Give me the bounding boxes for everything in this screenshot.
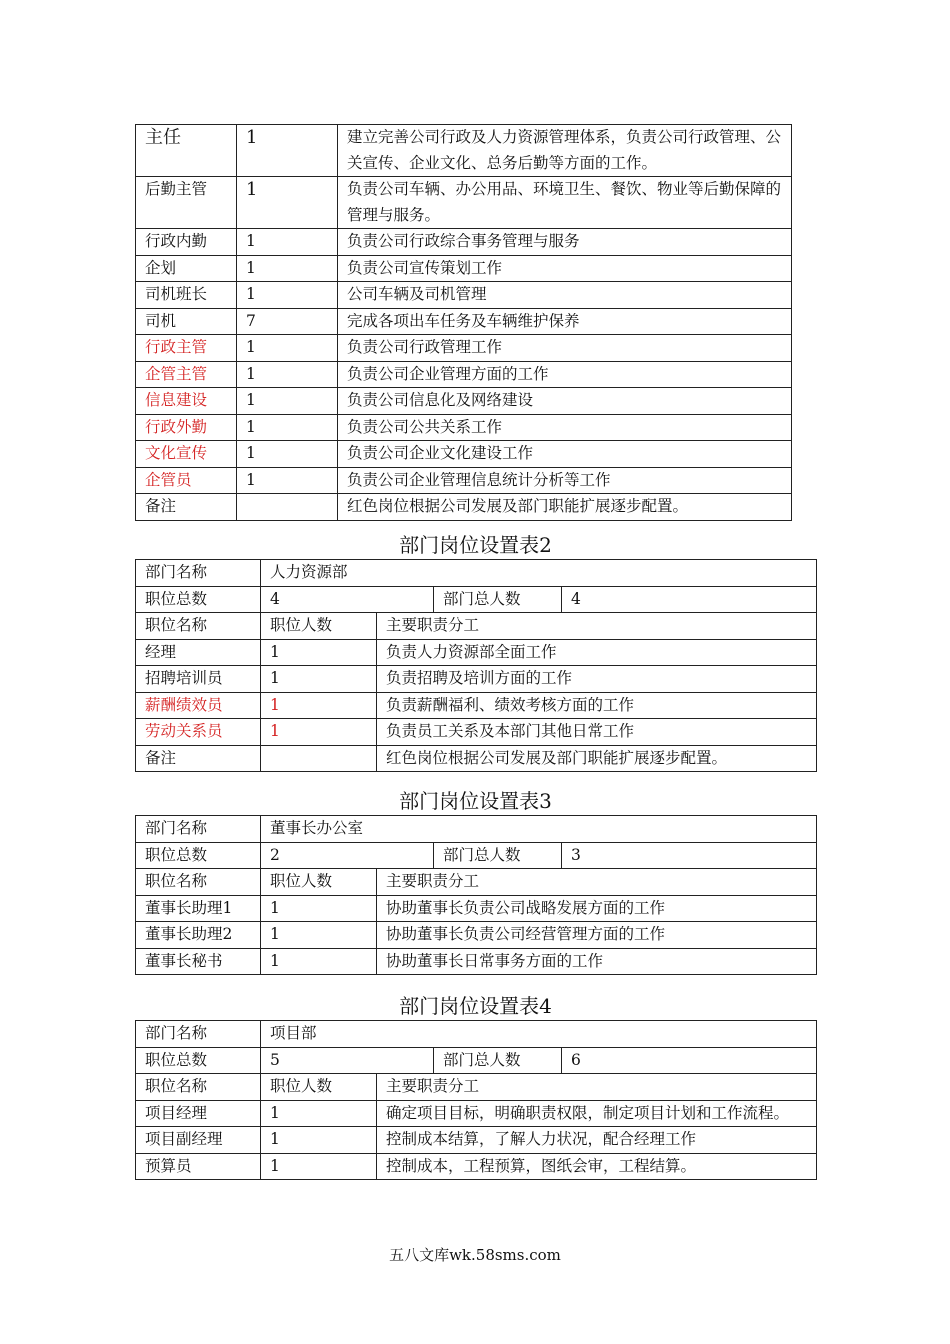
position-count: 1 <box>237 177 338 229</box>
dept-label: 部门名称 <box>136 1021 261 1048</box>
position-desc: 确定项目目标，明确职责权限，制定项目计划和工作流程。 <box>377 1100 817 1127</box>
table-row <box>136 692 817 719</box>
table-row <box>136 639 817 666</box>
position-desc: 协助董事长日常事务方面的工作 <box>377 948 817 975</box>
footer-watermark: 五八文库wk.58sms.com <box>389 1246 561 1264</box>
position-count: 1 <box>261 948 377 975</box>
position-count: 1 <box>237 229 338 256</box>
table-title: 部门岗位设置表2 <box>399 533 552 557</box>
col-header-title: 职位名称 <box>136 1074 261 1101</box>
position-desc: 负责公司行政综合事务管理与服务 <box>338 229 792 256</box>
table-row <box>136 282 792 309</box>
position-desc: 负责薪酬福利、绩效考核方面的工作 <box>377 692 817 719</box>
col-header-count: 职位人数 <box>261 1074 377 1101</box>
table-header-row <box>136 869 817 896</box>
table-row <box>136 666 817 693</box>
table-row <box>136 1127 817 1154</box>
table-row <box>136 1100 817 1127</box>
table-row <box>136 586 817 613</box>
position-count: 1 <box>261 639 377 666</box>
position-table-2 <box>135 559 817 772</box>
position-desc: 协助董事长负责公司战略发展方面的工作 <box>377 895 817 922</box>
position-title: 项目经理 <box>136 1100 261 1127</box>
position-title: 薪酬绩效员 <box>136 692 261 719</box>
table-row <box>136 255 792 282</box>
position-desc: 负责公司宣传策划工作 <box>338 255 792 282</box>
table-row <box>136 948 817 975</box>
total-people: 6 <box>562 1047 817 1074</box>
position-count: 1 <box>261 1127 377 1154</box>
position-title: 司机班长 <box>136 282 237 309</box>
position-title: 信息建设 <box>136 388 237 415</box>
position-title: 董事长秘书 <box>136 948 261 975</box>
dept-name: 项目部 <box>261 1021 817 1048</box>
table-header-row <box>136 1074 817 1101</box>
position-count <box>261 745 377 772</box>
position-title: 备注 <box>136 745 261 772</box>
position-title: 文化宣传 <box>136 441 237 468</box>
position-desc: 完成各项出车任务及车辆维护保养 <box>338 308 792 335</box>
col-header-desc: 主要职责分工 <box>377 869 817 896</box>
col-header-count: 职位人数 <box>261 613 377 640</box>
position-desc: 负责公司公共关系工作 <box>338 414 792 441</box>
table-row <box>136 467 792 494</box>
position-title: 行政外勤 <box>136 414 237 441</box>
position-desc: 建立完善公司行政及人力资源管理体系，负责公司行政管理、公关宣传、企业文化、总务后勤等方面的工作。 <box>338 125 792 177</box>
position-title: 项目副经理 <box>136 1127 261 1154</box>
position-desc: 控制成本，工程预算，图纸会审，工程结算。 <box>377 1153 817 1180</box>
total-positions: 5 <box>261 1047 434 1074</box>
table-row <box>136 494 792 521</box>
table-row <box>136 125 792 177</box>
position-table-1 <box>135 124 792 521</box>
table-row <box>136 816 817 843</box>
total-people: 4 <box>562 586 817 613</box>
table-row <box>136 308 792 335</box>
position-title: 企管员 <box>136 467 237 494</box>
table-row <box>136 1153 817 1180</box>
table-row <box>136 1021 817 1048</box>
position-title: 企管主管 <box>136 361 237 388</box>
total-positions: 4 <box>261 586 434 613</box>
position-desc: 协助董事长负责公司经营管理方面的工作 <box>377 922 817 949</box>
total-positions: 2 <box>261 842 434 869</box>
position-table-3 <box>135 815 817 975</box>
col-header-count: 职位人数 <box>261 869 377 896</box>
position-count: 1 <box>237 467 338 494</box>
position-title: 行政内勤 <box>136 229 237 256</box>
table-row <box>136 895 817 922</box>
position-title: 劳动关系员 <box>136 719 261 746</box>
position-desc: 控制成本结算，了解人力状况，配合经理工作 <box>377 1127 817 1154</box>
position-desc: 负责公司企业管理信息统计分析等工作 <box>338 467 792 494</box>
position-desc: 负责公司行政管理工作 <box>338 335 792 362</box>
position-title: 企划 <box>136 255 237 282</box>
col-header-title: 职位名称 <box>136 613 261 640</box>
position-count: 1 <box>261 666 377 693</box>
position-count: 1 <box>261 1100 377 1127</box>
position-count: 1 <box>237 361 338 388</box>
position-title: 董事长助理1 <box>136 895 261 922</box>
total-positions-label: 职位总数 <box>136 1047 261 1074</box>
position-desc: 红色岗位根据公司发展及部门职能扩展逐步配置。 <box>377 745 817 772</box>
table-row <box>136 745 817 772</box>
dept-label: 部门名称 <box>136 816 261 843</box>
position-count: 1 <box>237 125 338 177</box>
position-count: 1 <box>237 282 338 309</box>
table-row <box>136 177 792 229</box>
total-people-label: 部门总人数 <box>434 586 562 613</box>
position-desc: 公司车辆及司机管理 <box>338 282 792 309</box>
col-header-title: 职位名称 <box>136 869 261 896</box>
dept-name: 董事长办公室 <box>261 816 817 843</box>
position-desc: 负责公司企业管理方面的工作 <box>338 361 792 388</box>
position-desc: 负责公司信息化及网络建设 <box>338 388 792 415</box>
table-title: 部门岗位设置表3 <box>399 789 552 813</box>
total-positions-label: 职位总数 <box>136 586 261 613</box>
position-title: 招聘培训员 <box>136 666 261 693</box>
position-title: 董事长助理2 <box>136 922 261 949</box>
table-row <box>136 560 817 587</box>
position-count: 1 <box>261 719 377 746</box>
total-people-label: 部门总人数 <box>434 1047 562 1074</box>
position-desc: 负责人力资源部全面工作 <box>377 639 817 666</box>
position-count: 1 <box>261 895 377 922</box>
position-desc: 红色岗位根据公司发展及部门职能扩展逐步配置。 <box>338 494 792 521</box>
position-count: 1 <box>237 388 338 415</box>
position-count: 1 <box>237 441 338 468</box>
col-header-desc: 主要职责分工 <box>377 1074 817 1101</box>
position-count: 1 <box>261 1153 377 1180</box>
table-row <box>136 922 817 949</box>
position-desc: 负责公司企业文化建设工作 <box>338 441 792 468</box>
table-header-row <box>136 613 817 640</box>
position-desc: 负责公司车辆、办公用品、环境卫生、餐饮、物业等后勤保障的管理与服务。 <box>338 177 792 229</box>
position-count: 1 <box>237 335 338 362</box>
total-positions-label: 职位总数 <box>136 842 261 869</box>
position-count: 7 <box>237 308 338 335</box>
position-count <box>237 494 338 521</box>
table-row <box>136 229 792 256</box>
table-row <box>136 414 792 441</box>
table-row <box>136 361 792 388</box>
dept-name: 人力资源部 <box>261 560 817 587</box>
position-count: 1 <box>261 692 377 719</box>
table-row <box>136 719 817 746</box>
table-row <box>136 1047 817 1074</box>
dept-label: 部门名称 <box>136 560 261 587</box>
position-title: 经理 <box>136 639 261 666</box>
table-row <box>136 388 792 415</box>
position-count: 1 <box>237 255 338 282</box>
total-people-label: 部门总人数 <box>434 842 562 869</box>
position-desc: 负责员工关系及本部门其他日常工作 <box>377 719 817 746</box>
position-title: 备注 <box>136 494 237 521</box>
total-people: 3 <box>562 842 817 869</box>
table-row <box>136 335 792 362</box>
table-title: 部门岗位设置表4 <box>399 994 552 1018</box>
position-count: 1 <box>237 414 338 441</box>
position-title: 后勤主管 <box>136 177 237 229</box>
position-title: 司机 <box>136 308 237 335</box>
position-title: 行政主管 <box>136 335 237 362</box>
position-title: 主任 <box>136 125 237 177</box>
table-row <box>136 842 817 869</box>
table-row <box>136 441 792 468</box>
position-count: 1 <box>261 922 377 949</box>
position-table-4 <box>135 1020 817 1180</box>
position-title: 预算员 <box>136 1153 261 1180</box>
col-header-desc: 主要职责分工 <box>377 613 817 640</box>
position-desc: 负责招聘及培训方面的工作 <box>377 666 817 693</box>
